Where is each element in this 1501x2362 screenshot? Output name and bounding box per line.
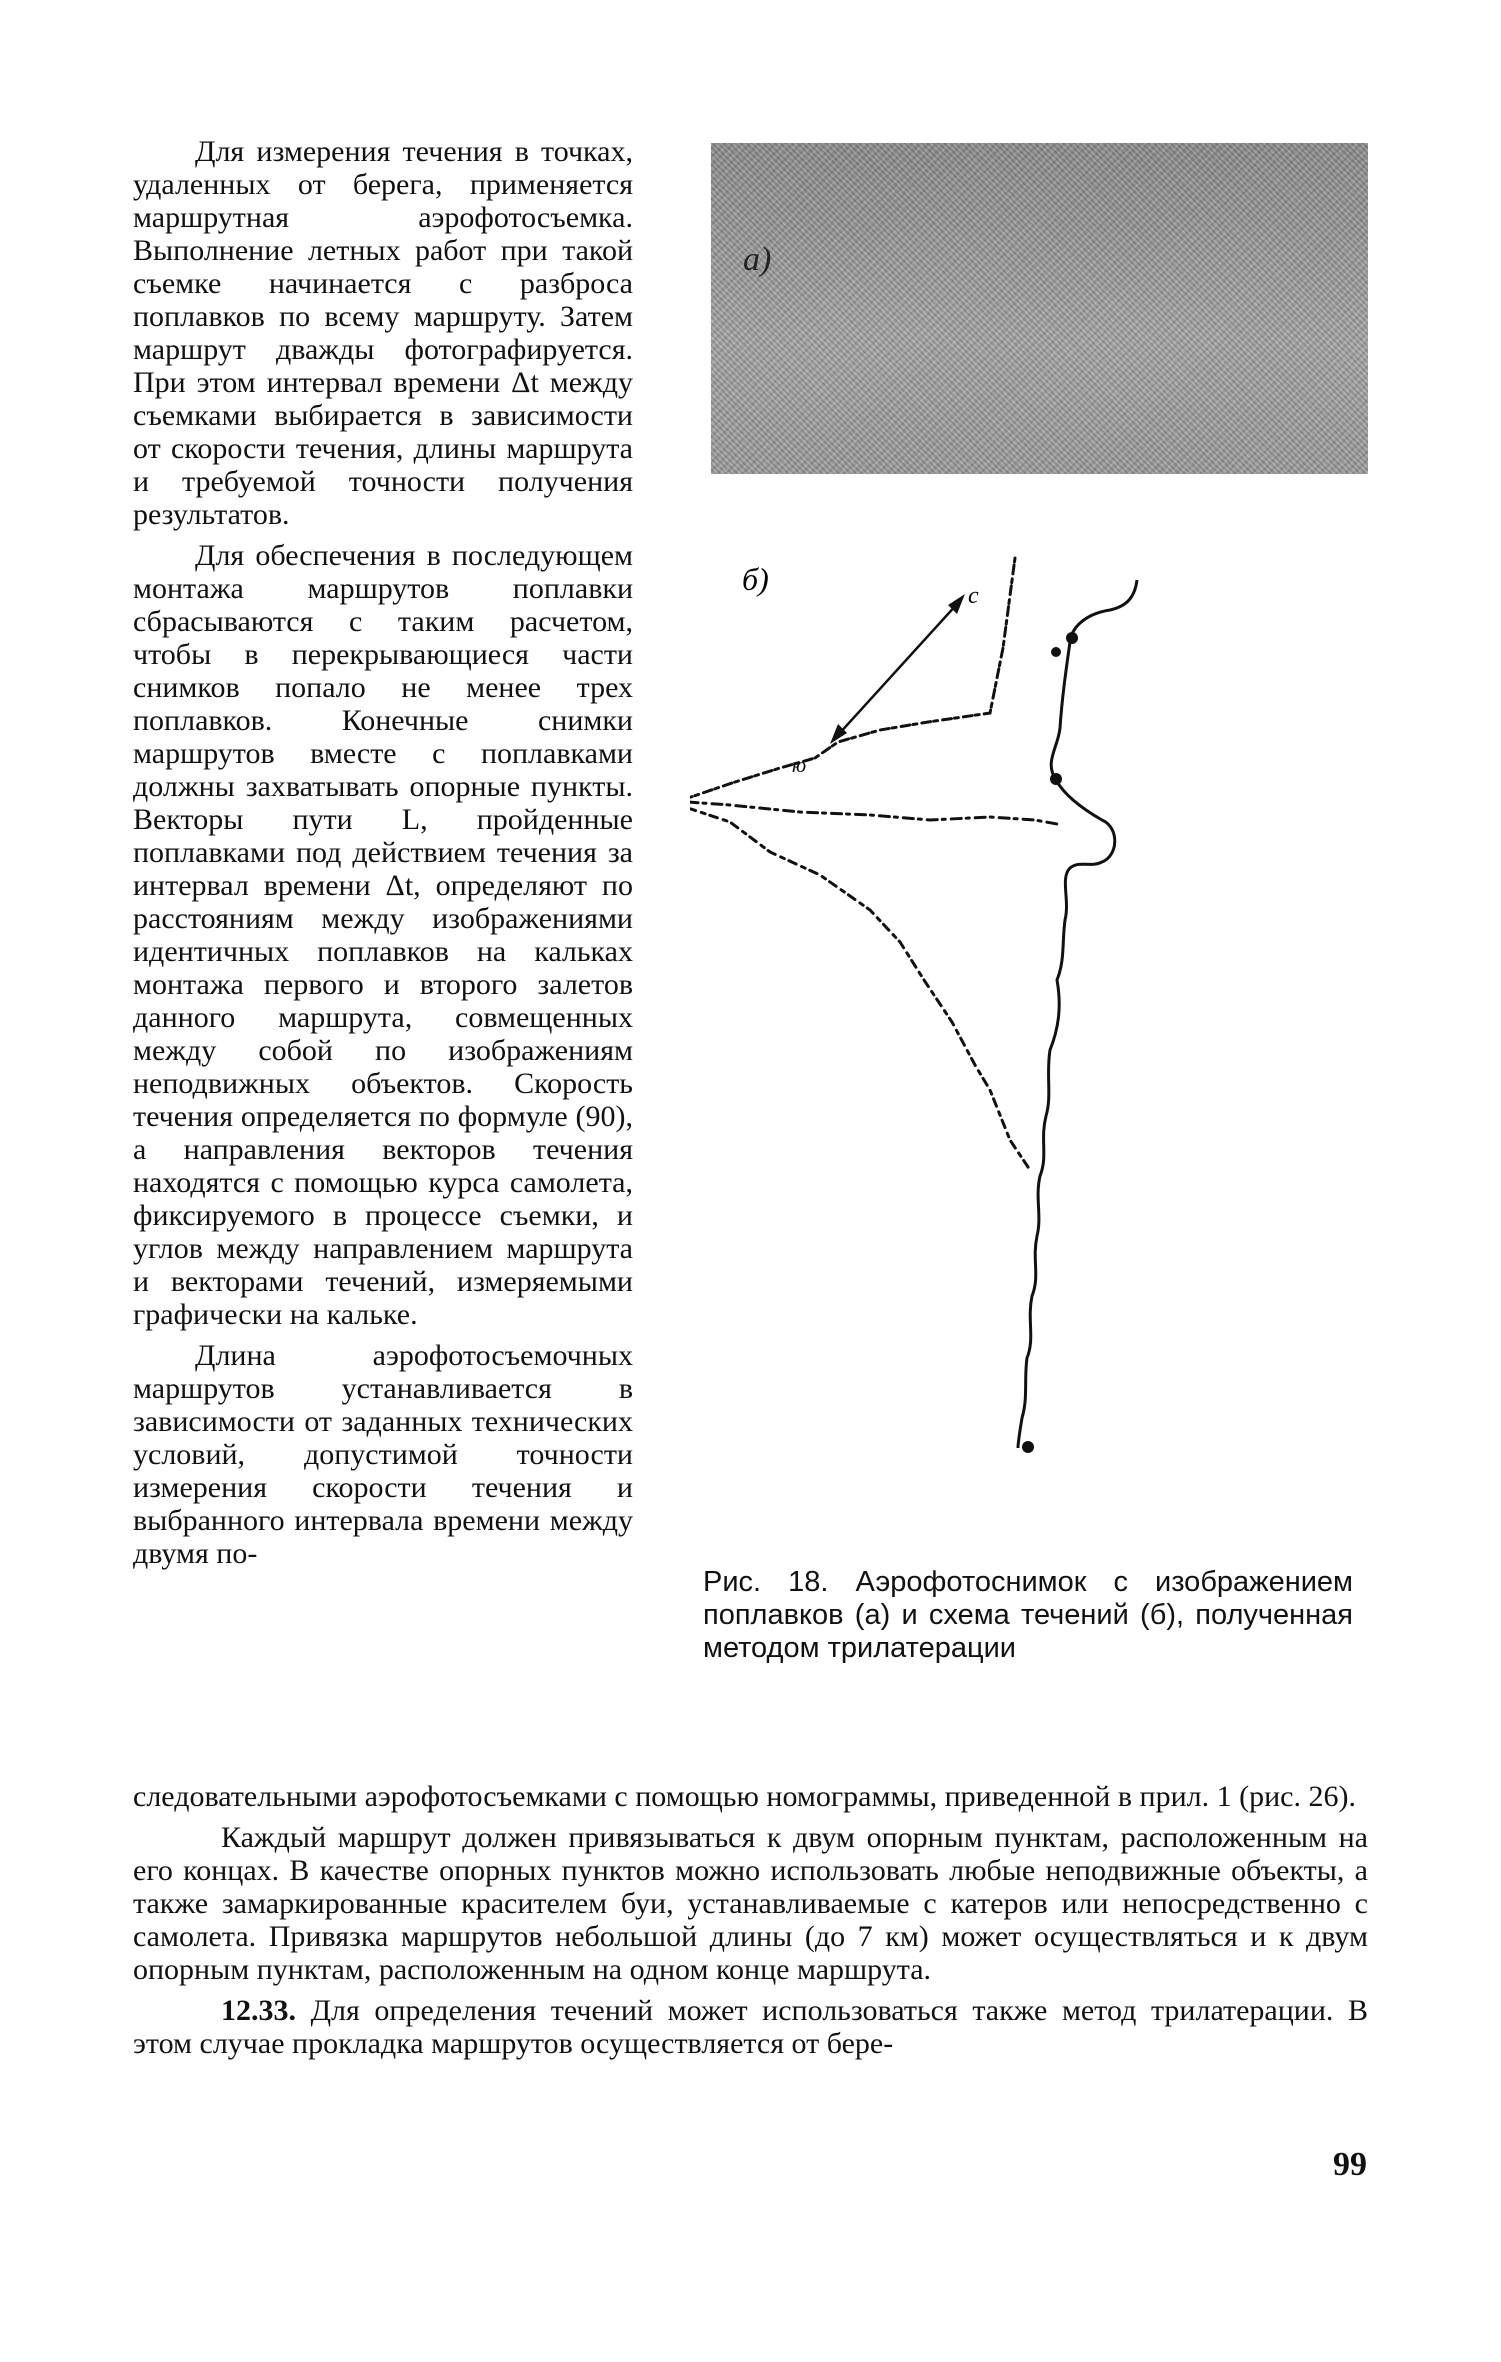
paragraph: Для обеспечения в последующем монтажа маршрутов поплавки сбрасываются с таким расчетом, чтобы в перекрывающиеся части снимков попало не менее трех поплавков. Конечные снимки маршрутов вместе с поплавками должны захватывать опорные пункты. Векторы пути L, пройденные поплавками под действием течения за интервал времени Δt, определяют по расстояниям между изображениями идентичных поплавков на кальках монтажа первого и второго залетов данного маршрута, совмещенных между собой по изображениям неподвижных объектов. Скорость течения определяется по формуле (90), а направления векторов течения находятся с помощью курса самолета, фиксируемого в процессе съемки, и углов между направлением маршрута и векторами течений, измеряемыми графически на кальке. (133, 539, 633, 1331)
paragraph-continuation: следовательными аэрофотосъемками с помощью номограммы, приведенной в прил. 1 (рис. 26). (133, 1780, 1356, 1813)
reference-point (1051, 647, 1061, 657)
reference-point (1022, 1441, 1034, 1453)
section-number: 12.33. (221, 1994, 296, 2027)
full-width-text (133, 1780, 1368, 2068)
reference-point (1066, 632, 1078, 644)
photo-label: а) (743, 241, 772, 278)
compass-south-label: ю (792, 755, 807, 777)
paragraph: Каждый маршрут должен привязываться к двум опорным пунктам, расположенным на его концах. В качестве опорных пунктов можно использовать любые неподвижные объекты, а также замаркированные красителем буи, устанавливаемые с катеров или непосредственно с самолета. Привязка маршрутов небольшой длины (до 7 км) может осуществляться и к двум опорным пунктам, расположенным на одном конце маршрута. (133, 1821, 1368, 1986)
compass-arrow (792, 583, 979, 777)
figure-caption: Рис. 18. Аэрофотоснимок с изображением поплавков (а) и схема течений (б), полученная методом трилатерации (703, 1566, 1353, 1664)
reference-point (1050, 773, 1062, 785)
paragraph (133, 1994, 1368, 2060)
paragraph-text: Для определения течений может использоваться также метод трилатерации. В этом случае прокладка маршрутов осуществляется от бере- (133, 1994, 1368, 2060)
left-column (133, 135, 633, 1578)
float-vectors (690, 558, 1057, 1170)
page-number: 99 (1333, 2146, 1367, 2183)
paragraph: Длина аэрофотосъемочных маршрутов устанавливается в зависимости от заданных технических условий, допустимой точности измерения скорости течения и выбранного интервала времени между двумя по- (133, 1339, 633, 1570)
paragraph: Для измерения течения в точках, удаленных от берега, применяется маршрутная аэрофотосъемка. Выполнение летных работ при такой съемке начинается с разброса поплавков по всему маршруту. Затем маршрут дважды фотографируется. При этом интервал времени Δt между съемками выбирается в зависимости от скорости течения, длины маршрута и требуемой точности получения результатов. (133, 135, 633, 531)
current-scheme-diagram (690, 530, 1390, 1490)
compass-north-label: с (968, 583, 979, 609)
shoreline (1018, 580, 1137, 1448)
aerial-photo (711, 143, 1368, 474)
diagram-label: б) (742, 561, 769, 597)
